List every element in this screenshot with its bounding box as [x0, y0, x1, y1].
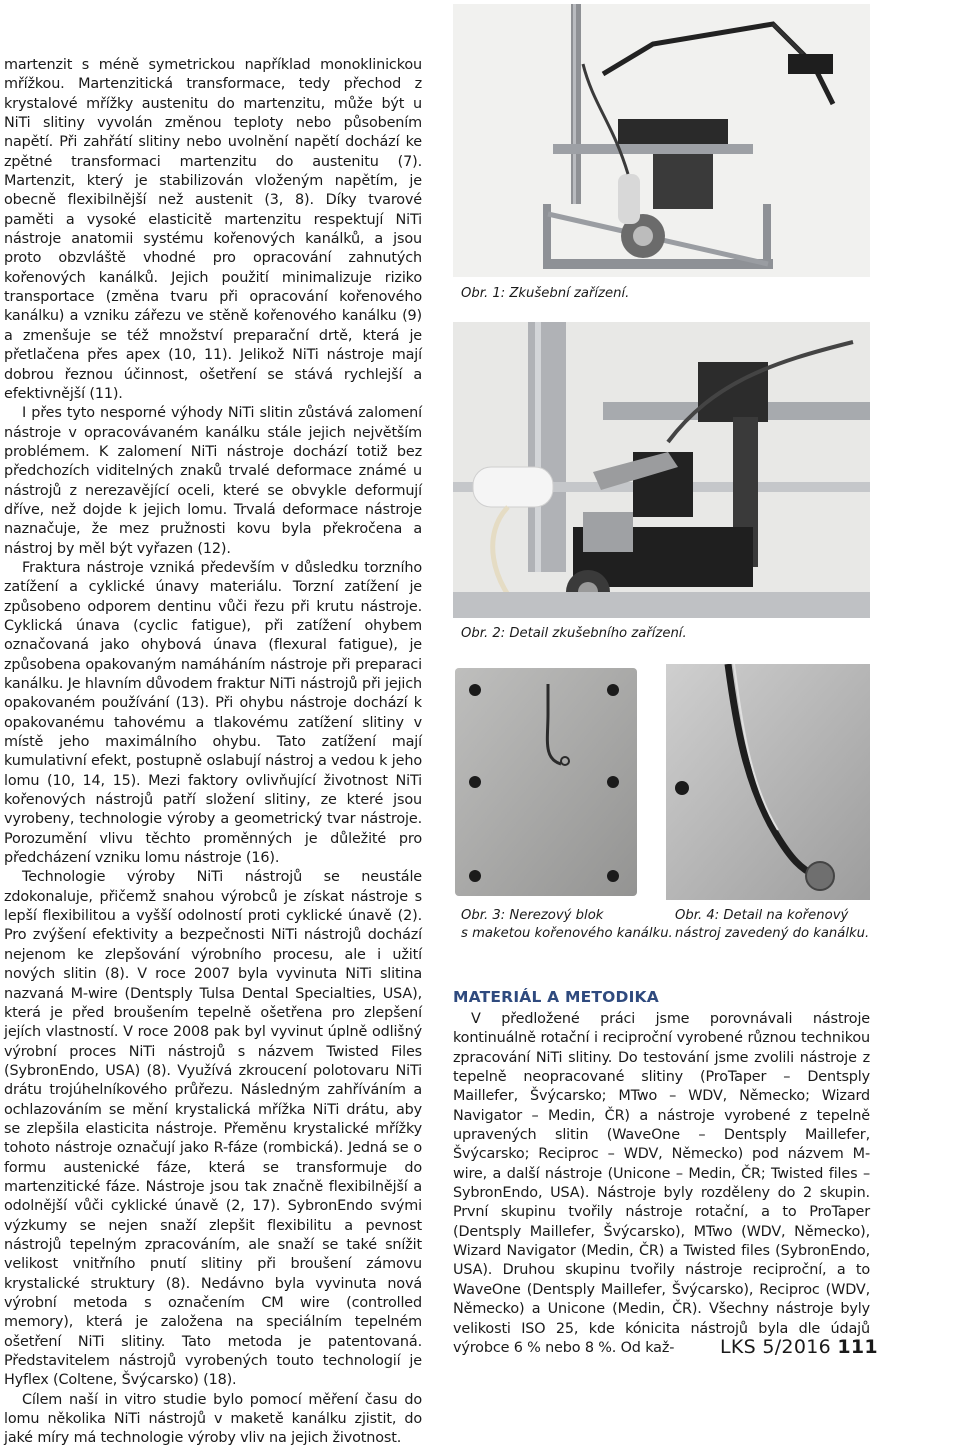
body-paragraph-5: Cílem naší in vitro studie bylo pomocí měření času do lomu několika NiTi nástrojů v maketě kanálku zjistit, do jaké míry má technologie výroby vliv na jejich životnost.: [4, 1391, 422, 1447]
page-number: 111: [837, 1336, 878, 1358]
right-column: [453, 1010, 870, 1358]
section-paragraph: V předložené práci jsme porovnávali nástroje kontinuálně rotační i reciproční vyrobené různou technikou zpracování NiTi slitiny. Do testování jsme zvolili nástroje z tepelně neopracované slitiny (ProTaper – Dentsply Maillefer, Švýcarsko; MTwo – WDV, Německo; Wizard Navigator – Medin, ČR) a nástroje vyrobené z tepelně upravených slitin (WaveOne – Dentsply Maillefer, Švýcarsko; Reciproc – WDV, Německo) pod názvem M-wire, a další nástroje (Unicone – Medin, ČR; Twisted files – SybronEndo, USA). Nástroje byly rozděleny do 2 skupin. První skupinu tvořily nástroje rotační, a to ProTaper (Dentsply Maillefer, Švýcarsko), MTwo (WDV, Německo), Wizard Navigator (Medin, ČR) a Twisted files (SybronEndo, USA). Druhou skupinu tvořily nástroje reciproční, a to WaveOne (Dentsply Maillefer, Švýcarsko), Reciproc (WDV, Německo) a Unicone (Medin, ČR). Všechny nástroje byly velikosti ISO 25, kde kónicita nástrojů byla dle údajů výrobce 6 % nebo 8 %. Od kaž-: [453, 1011, 870, 1356]
figure-4-caption: Obr. 4: Detail na kořenový nástroj zavedený do kanálku.: [675, 908, 870, 941]
body-paragraph-1: martenzit s méně symetrickou například monoklinickou mřížkou. Martenzitická transformace, tedy přechod z krystalové mřížky austenitu do martenzitu, může být u NiTi slitiny vyvolán změnou teploty nebo působením napětí. Při zahřátí slitiny nebo uvolnění napětí dochází ke zpětné transformaci martenzitu do austenitu (7). Martenzit, který je stabilizován vloženým napětím, je obecně flexibilnější než austenit (3, 8). Díky tvarové paměti a vysoké elasticitě martenzitu respektují NiTi nástroje anatomii systému kořenových kanálků, a jsou proto obzvláště vhodné pro opracování zahnutých kořenových kanálků. Jejich použití minimalizuje riziko transportace (změna tvaru při opracování kořenového kanálku) a vzniku zářezu ve stěně kořenového kanálku (9) a zmenšuje se též množství preparační drtě, která je přetlačena přes apex (10, 11). Jelikož NiTi nástroje mají dobrou řeznou účinnost, ošetření se stává rychlejší a efektivnější (11).: [4, 57, 422, 402]
figure-3-caption: Obr. 3: Nerezový blok s maketou kořenového kanálku.: [461, 908, 673, 941]
body-paragraph-4: Technologie výroby NiTi nástrojů se neustále zdokonaluje, přičemž snahou výrobců je získat nástroje s lepší flexibilitou a vyšší odolností proti cyklické únavě (2). Pro zvýšení efektivity a bezpečnosti NiTi nástrojů dochází nejenom ke zlepšování výrobního procesu, ale i užití nových slitin (8). V roce 2007 byla vyvinuta NiTi slitina nazvaná M-wire (Dentsply Tulsa Dental Specialties, USA), která je před broušením tepelně ošetřena pro zlepšení jejích vlastností. V roce 2008 pak byl vyvinut úplně odlišný výrobní proces NiTi nástrojů s názvem Twisted Files (SybronEndo, USA) (8). Využívá zkroucení polotovaru NiTi drátu trojúhelníkového průřezu. Následným zahříváním a ochlazováním se mění krystalická mřížka NiTi drátu, aby se zlepšila elasticita nástroje. Přeměnu krystalické mřížky tohoto nástroje označují jako R-fáze (rombická). Jedná se o formu austenické fáze, která se transformuje do martenzitické fáze. Nástroje jsou tak značně flexibilnější a odolnější vůči cyklické únavě (2, 17). SybronEndo svými výzkumy se nejen snaží zlepšit flexibilitu a pevnost nástrojů tepelným zpracováním, ale snaží se také snížit velikost vnitřního pnutí slitiny při broušení zámovu krystalické struktury (8). Nedávno byla vyvinuta nová výrobní metoda s označením CM wire (controlled memory), která je založena na speciálním tepelném ošetření NiTi slitiny. Tato metoda je patentovaná. Představitelem nástrojů vyrobených touto technologií je Hyflex (Coltene, Švýcarsko) (18).: [4, 869, 422, 1389]
journal-issue: LKS 5/2016: [720, 1336, 831, 1358]
body-paragraph-2: I přes tyto nesporné výhody NiTi slitin zůstává zalomení nástroje v opracovávaném kanálku stále jejich největším problémem. K zalomení NiTi nástroje dochází totiž bez předchozích viditelných znaků trvalé deformace známé u nástrojů z nerezavějící oceli, které se obvykle deformují dříve, než dojde k jejich lomu. Trvalá deformace nástroje naznačuje, že mez pružnosti kovu byla překročena a nástroj by měl být vyřazen (12).: [4, 405, 422, 557]
figure-3-steel-block-photo: [453, 664, 660, 900]
figure-2-caption: Obr. 2: Detail zkušebního zařízení.: [461, 626, 687, 641]
body-paragraph-3: Fraktura nástroje vzniká především v důsledku torzního zatížení a cyklické únavy materiálu. Torzní zatížení je způsobeno odporem dentinu vůči řezu při krutu nástroje. Cyklická únava (cyclic fatigue), při zatížení ohybem označovaná jako ohybová únava (flexural fatigue), je způsobena opakovaným namáháním nástroje při preparaci kanálku. Je hlavním důvodem fraktur NiTi nástrojů při jejich opakovaném používání (13). Při ohybu nástroje dochází k opakovanému tahovému a tlakovému zatížení slitiny v místě jeho maximálního ohybu. Tato zatížení mají kumulativní efekt, postupně oslabují nástroj a vedou k jeho lomu (10, 14, 15). Mezi faktory ovlivňující životnost NiTi kořenových nástrojů patří složení slitiny, ze které jsou vyrobeny, technologie výroby a geometrický tvar nástroje. Porozumění vlivu těchto proměnných je důležité pro předcházení vzniku lomu nástroje (16).: [4, 559, 422, 867]
figure-4-instrument-detail-photo: [666, 664, 870, 900]
figure-1-caption: Obr. 1: Zkušební zařízení.: [461, 286, 630, 301]
figure-1-testing-device-photo: [453, 4, 870, 277]
section-heading: MATERIÁL A METODIKA: [453, 988, 659, 1006]
page-footer: [720, 1336, 878, 1358]
left-column: [4, 56, 422, 1449]
figure-2-device-detail-photo: [453, 322, 870, 618]
